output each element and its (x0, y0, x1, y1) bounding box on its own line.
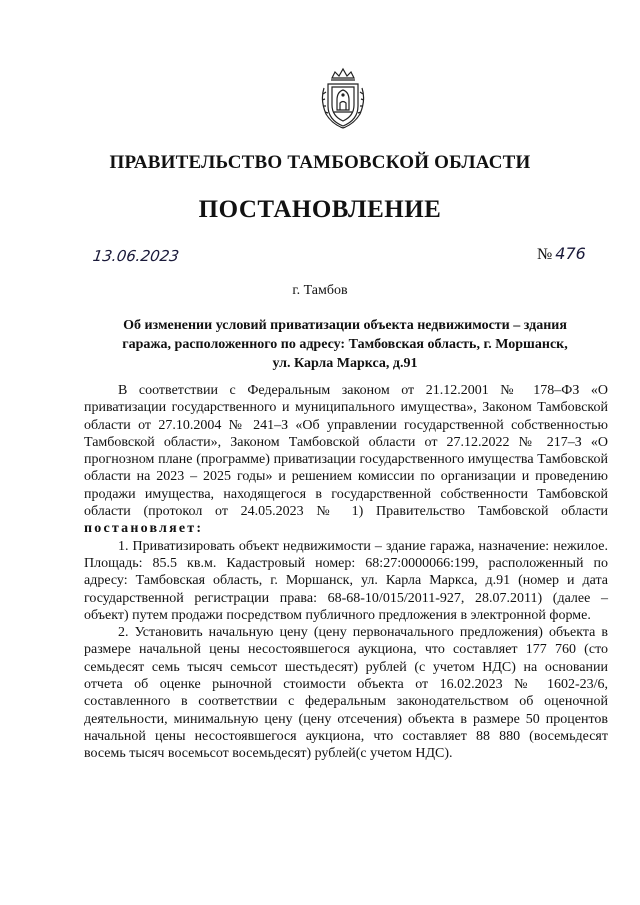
handwritten-date: 13.06.2023 (91, 247, 181, 265)
item-1-paragraph: 1. Приватизировать объект недвижимости – здание гаража, назначение: нежилое. Площадь: 85.5 кв.м. Кадастровый номер: 68:27:0000066:199, расположенный по адресу: Тамбовская область, г. Моршанск, ул. Карла Маркса, д.91 (номер и дата государственной регистрации права: 68-68-10/015/2011-927, 28.07.2011) (далее – объект) путем продажи посредством публичного предложения в электронной форме. (84, 538, 608, 623)
preamble-text: В соответствии с Федеральным законом от 21.12.2001 № 178–ФЗ «О приватизации государственного и муниципального имущества», Законом Тамбовской области от 27.10.2004 № 241–З «Об управлении государственной собственностью Тамбовской области», Законом Тамбовской области от 27.12.2022 № 217–З «О прогнозном плане (программе) приватизации государственного имущества Тамбовской области на 2023 – 2025 годы» и решением комиссии по организации и проведению продажи имущества, находящегося в государственной собственности Тамбовской области (протокол от 24.05.2023 № 1) Правительство Тамбовской области (84, 383, 608, 520)
tambov-coat-of-arms-icon (316, 64, 370, 130)
item-2-paragraph: 2. Установить начальную цену (цену первоначального предложения) объекта в размере начальной цены несостоявшегося аукциона, что составляет 177 760 (сто семьдесят семь тысяч семьсот шестьдесят) рублей (с учетом НДС) на основании отчета об оценке рыночной стоимости объекта от 16.02.2023 № 1602-23/6, составленного в соответствии с федеральным законодательством об оценочной деятельности, минимальную цену (цену отсечения) объекта в размере 50 процентов начальной цены несостоявшегося аукциона, что составляет 88 880 (восемьдесят восемь тысяч восемьсот восемьдесят) рублей(с учетом НДС). (84, 625, 608, 762)
number-sign: № (537, 246, 553, 263)
handwritten-number: 476 (555, 244, 586, 263)
document-number (537, 244, 586, 264)
document-subject (95, 316, 595, 373)
subject-line-1: Об изменении условий приватизации объекта недвижимости – здания (123, 318, 567, 333)
subject-line-2: гаража, расположенного по адресу: Тамбовская область, г. Моршанск, (122, 337, 568, 352)
organization-title: ПРАВИТЕЛЬСТВО ТАМБОВСКОЙ ОБЛАСТИ (109, 152, 531, 173)
resolves-word: постановляет: (84, 521, 204, 537)
document-body (84, 382, 608, 763)
subject-line-3: ул. Карла Маркса, д.91 (272, 356, 418, 371)
document-type-title: ПОСТАНОВЛЕНИЕ (198, 196, 442, 223)
preamble-paragraph (84, 382, 608, 538)
city-name: г. Тамбов (292, 283, 348, 298)
